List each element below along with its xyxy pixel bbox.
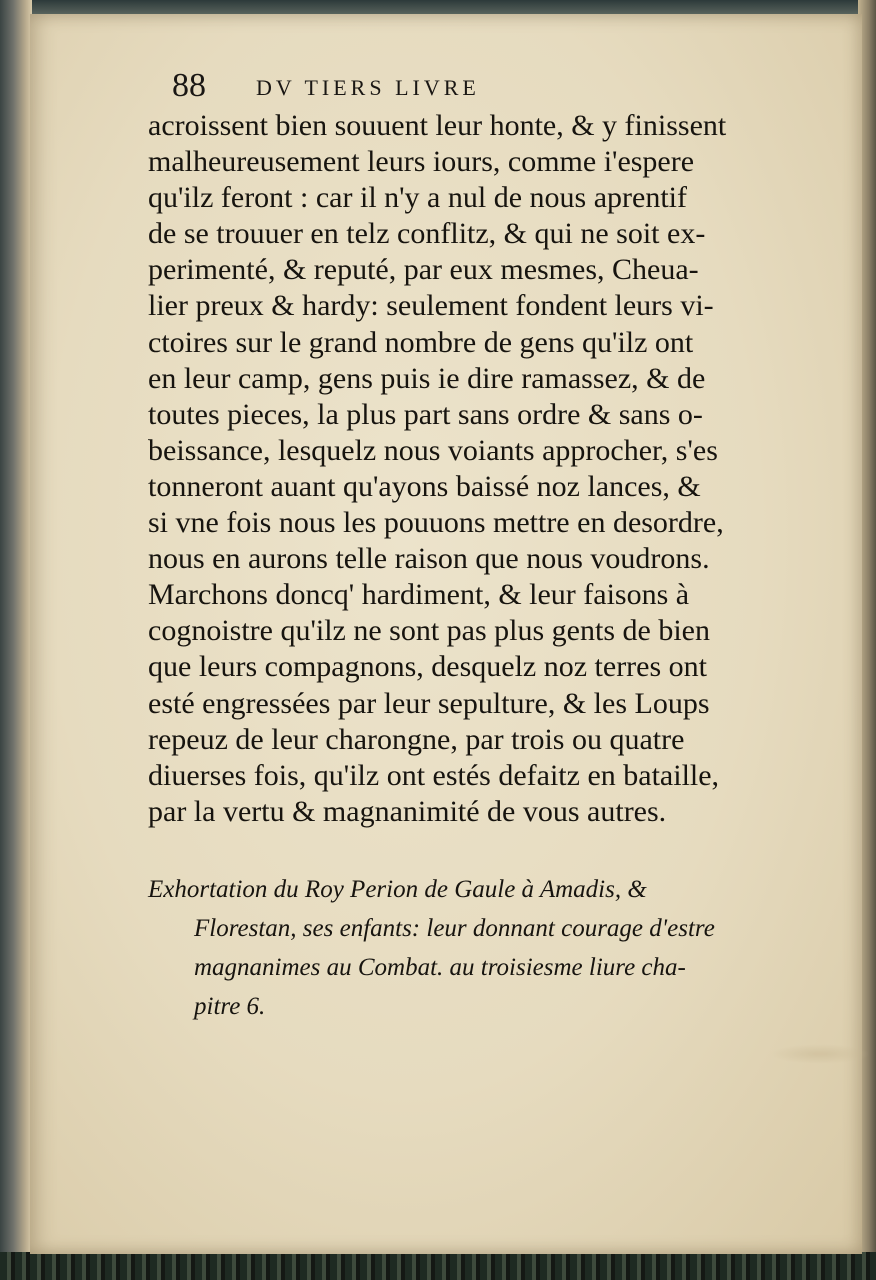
text-line: toutes pieces, la plus part sans ordre & sans o- xyxy=(148,397,703,431)
running-head xyxy=(172,66,632,106)
text-line: par la vertu & magnanimité de vous autres. xyxy=(148,794,667,828)
caption-line: magnanimes au Combat. au troisiesme liure cha- xyxy=(194,954,686,981)
body-text xyxy=(148,108,788,830)
text-line: lier preux & hardy: seulement fondent leurs vi- xyxy=(148,289,714,323)
text-line: Marchons doncq' hardiment, & leur faisons à xyxy=(148,578,690,612)
text-line: esté engressées par leur sepulture, & les Loups xyxy=(148,686,710,720)
text-line: que leurs compagnons, desquelz noz terres ont xyxy=(148,650,707,684)
text-line: perimenté, & reputé, par eux mesmes, Cheua- xyxy=(148,253,699,287)
ink-show-through xyxy=(770,1044,870,1064)
text-line: diuerses fois, qu'ilz ont estés defaitz en bataille, xyxy=(148,758,720,792)
text-line: nous en aurons telle raison que nous voudrons. xyxy=(148,542,710,576)
caption-line: pitre 6. xyxy=(194,993,266,1020)
text-line: si vne fois nous les pouuons mettre en desordre, xyxy=(148,506,724,540)
text-line: cognoistre qu'ilz ne sont pas plus gents de bien xyxy=(148,614,710,648)
text-line: de se trouuer en telz conflitz, & qui ne soit ex- xyxy=(148,217,706,251)
running-title: DV TIERS LIVRE xyxy=(256,75,480,100)
chapter-caption xyxy=(148,870,788,1026)
book-bottom-edge xyxy=(0,1252,876,1280)
text-line: acroissent bien souuent leur honte, & y finissent xyxy=(148,109,727,142)
text-line: en leur camp, gens puis ie dire ramassez, & de xyxy=(148,361,706,395)
text-line: repeuz de leur charongne, par trois ou quatre xyxy=(148,722,685,756)
caption-line: Exhortation du Roy Perion de Gaule à Amadis, & xyxy=(148,876,647,903)
caption-line: Florestan, ses enfants: leur donnant courage d'estre xyxy=(194,915,715,942)
text-line: beissance, lesquelz nous voiants approcher, s'es xyxy=(148,433,718,467)
text-line: ctoires sur le grand nombre de gens qu'ilz ont xyxy=(148,325,694,359)
text-line: tonneront auant qu'ayons baissé noz lances, & xyxy=(148,469,701,503)
page-number: 88 xyxy=(172,67,206,104)
book-gutter xyxy=(0,0,32,1280)
text-line: qu'ilz feront : car il n'y a nul de nous aprentif xyxy=(148,181,687,215)
text-line: malheureusement leurs iours, comme i'espere xyxy=(148,145,695,179)
